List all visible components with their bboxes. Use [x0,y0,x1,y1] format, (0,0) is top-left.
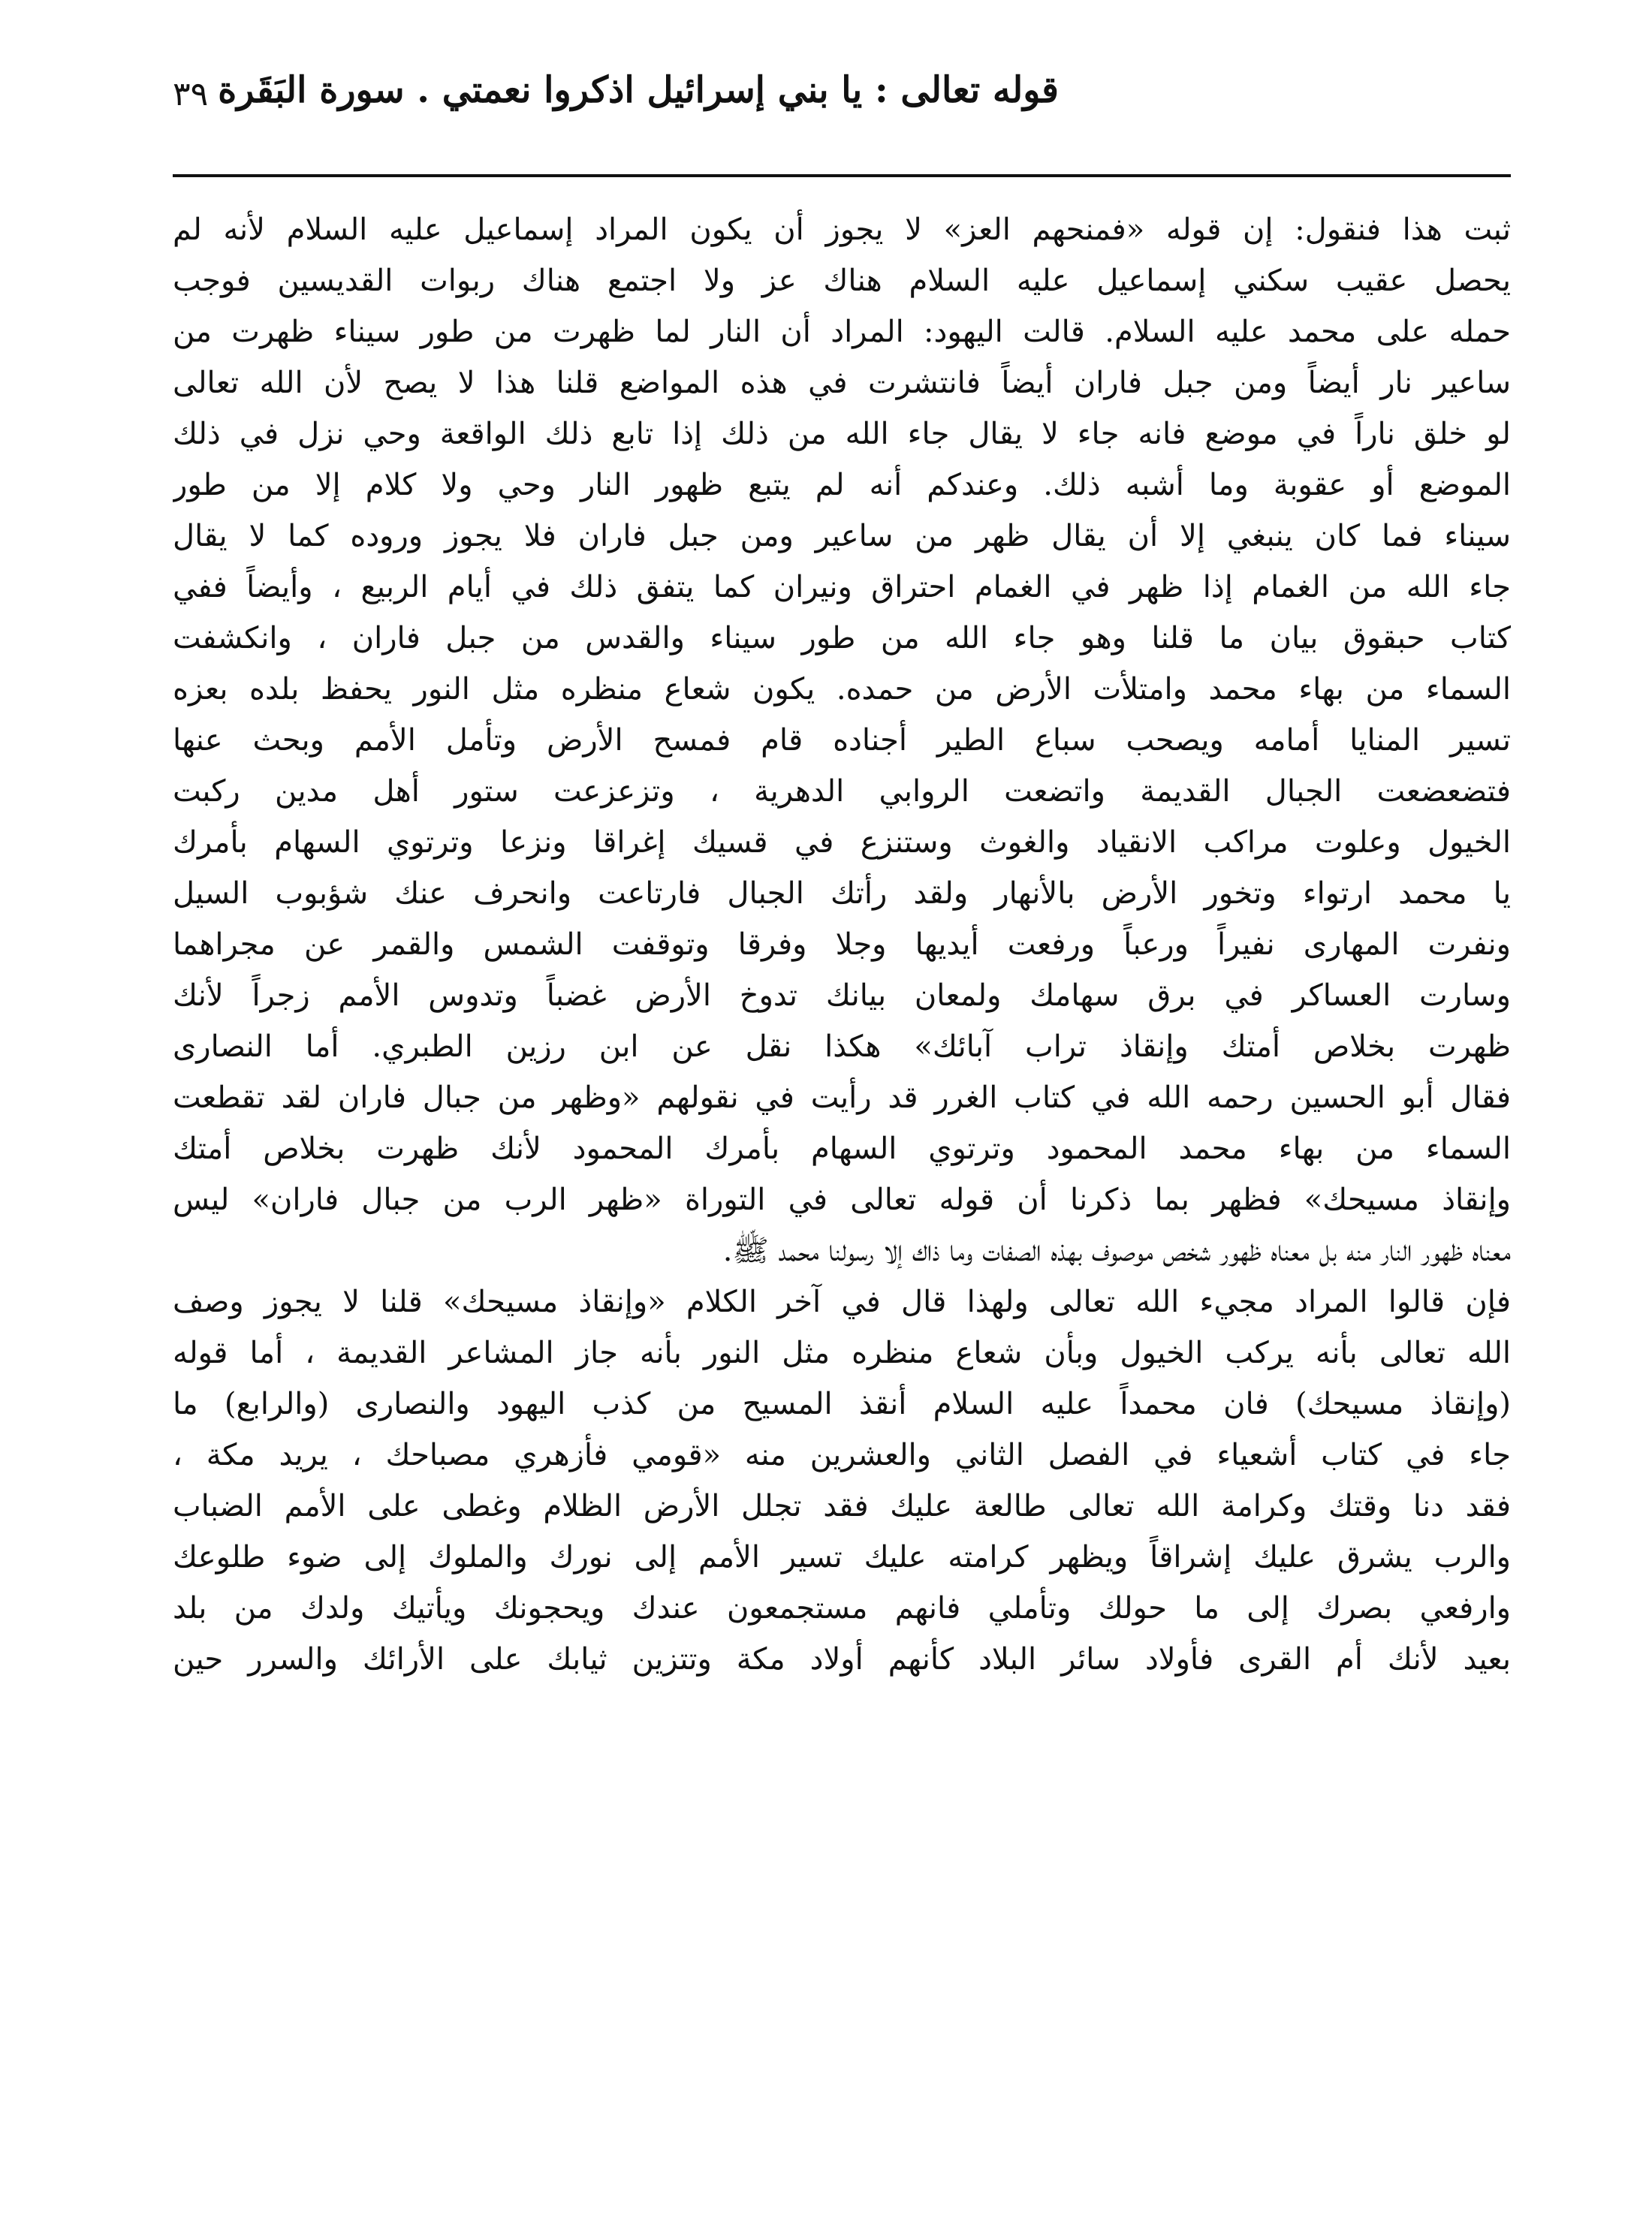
header-rule [173,174,1511,177]
text-line: يا محمد ارتواء وتخور الأرض بالأنهار ولقد رأتك الجبال فارتاعت وانحرف عنك شؤبوب السيل [173,876,1511,911]
text-line: ثبت هذا فنقول: إن قوله «فمنحهم العز» لا يجوز أن يكون المراد إسماعيل عليه السلام لأنه لم [173,212,1511,247]
text-line: الخيول وعلوت مراكب الانقياد والغوث وستنزع في قسيك إغراقا ونزعا وترتوي السهام بأمرك [173,825,1511,860]
body-text [173,204,1511,1685]
text-line: كتاب حبقوق بيان ما قلنا وهو جاء الله من طور سيناء والقدس من جبل فاران ، وانكشفت [173,621,1511,655]
text-line: ظهرت بخلاص أمتك وإنقاذ تراب آبائك» هكذا نقل عن ابن رزين الطبري. أما النصارى [173,1029,1511,1064]
text-line: السماء من بهاء محمد المحمود وترتوي السهام بأمرك المحمود لأنك ظهرت بخلاص أمتك [173,1132,1511,1166]
text-line: السماء من بهاء محمد وامتلأت الأرض من حمده. يكون شعاع منظره مثل النور يحفظ بلده بعزه [173,672,1511,707]
text-line: والرب يشرق عليك إشراقاً ويظهر كرامته عليك تسير الأمم إلى نورك والملوك إلى ضوء طلوعك [173,1540,1511,1575]
text-line: جاء في كتاب أشعياء في الفصل الثاني والعشرين منه «قومي فأزهري مصباحك ، يريد مكة ، [173,1438,1511,1472]
text-line: وسارت العساكر في برق سهامك ولمعان بيانك تدوخ الأرض غضباً وتدوس الأمم زجراً لأنك [173,978,1511,1013]
text-line: وإنقاذ مسيحك» فظهر بما ذكرنا أن قوله تعالى في التوراة «ظهر الرب من جبال فاران» ليس [173,1183,1511,1217]
page-header [173,69,1479,122]
text-line: فقد دنا وقتك وكرامة الله تعالى طالعة عليك فقد تجلل الأرض الظلام وغطى على الأمم الضباب [173,1489,1511,1523]
text-line: ساعير نار أيضاً ومن جبل فاران أيضاً فانتشرت في هذه المواضع قلنا هذا لا يصح لأن الله تعالى [173,366,1511,400]
text-line: حمله على محمد عليه السلام. قالت اليهود: المراد أن النار لما ظهرت من طور سيناء ظهرت من [173,315,1511,349]
text-line: جاء الله من الغمام إذا ظهر في الغمام احتراق ونيران كما يتفق ذلك في أيام الربيع ، وأيضاً ففي [173,570,1511,604]
text-line: تسير المنايا أمامه ويصحب سباع الطير أجناده قام فمسح الأرض وتأمل الأمم وبحث عنها [173,723,1511,758]
text-line: فقال أبو الحسين رحمه الله في كتاب الغرر قد رأيت في نقولهم «وظهر من جبال فاران لقد تقطعت [173,1080,1511,1115]
text-line: بعيد لأنك أم القرى فأولاد سائر البلاد كأنهم أولاد مكة وتتزين ثيابك على الأرائك والسرر حين [173,1642,1511,1677]
text-line: فتضعضعت الجبال القديمة واتضعت الروابي الدهرية ، وتزعزعت ستور أهل مدين ركبت [173,774,1511,809]
text-line: (وإنقاذ مسيحك) فان محمداً عليه السلام أنقذ المسيح من كذب اليهود والنصارى (والرابع) ما [173,1387,1511,1421]
text-line: سيناء فما كان ينبغي إلا أن يقال ظهر من ساعير ومن جبل فاران فلا يجوز وروده كما لا يقال [173,519,1511,553]
page-number: ٣٩ [173,75,209,113]
text-line: الله تعالى بأنه يركب الخيول وبأن شعاع منظره مثل النور بأنه جاز المشاعر القديمة ، أما قوله [173,1336,1511,1370]
text-line: ونفرت المهارى نفيراً ورعباً ورفعت أيديها وجلا وفرقا وتوقفت الشمس والقمر عن مجراهما [173,927,1511,962]
text-line: فإن قالوا المراد مجيء الله تعالى ولهذا قال في آخر الكلام «وإنقاذ مسيحك» قلنا لا يجوز وصف [173,1285,1511,1319]
text-line: لو خلق ناراً في موضع فانه جاء لا يقال جاء الله من ذلك إذا تابع ذلك الواقعة وحي نزل في ذلك [173,417,1511,451]
text-line: وارفعي بصرك إلى ما حولك وتأملي فانهم مستجمعون عندك ويحجونك ويأتيك ولدك من بلد [173,1591,1511,1626]
running-title: قوله تعالى : يا بني إسرائيل اذكروا نعمتي . سورة البَقَرة [218,69,1059,111]
text-line: يحصل عقيب سكني إسماعيل عليه السلام هناك عز ولا اجتمع هناك ربوات القديسين فوجب [173,264,1511,298]
text-line: معناه ظهور النار منه بل معناه ظهور شخص موصوف بهذه الصفات وما ذاك إلا رسولنا محمد ﷺ. [722,1234,1511,1268]
text-line: الموضع أو عقوبة وما أشبه ذلك. وعندكم أنه لم يتبع ظهور النار وحي ولا كلام إلا من طور [173,468,1511,502]
